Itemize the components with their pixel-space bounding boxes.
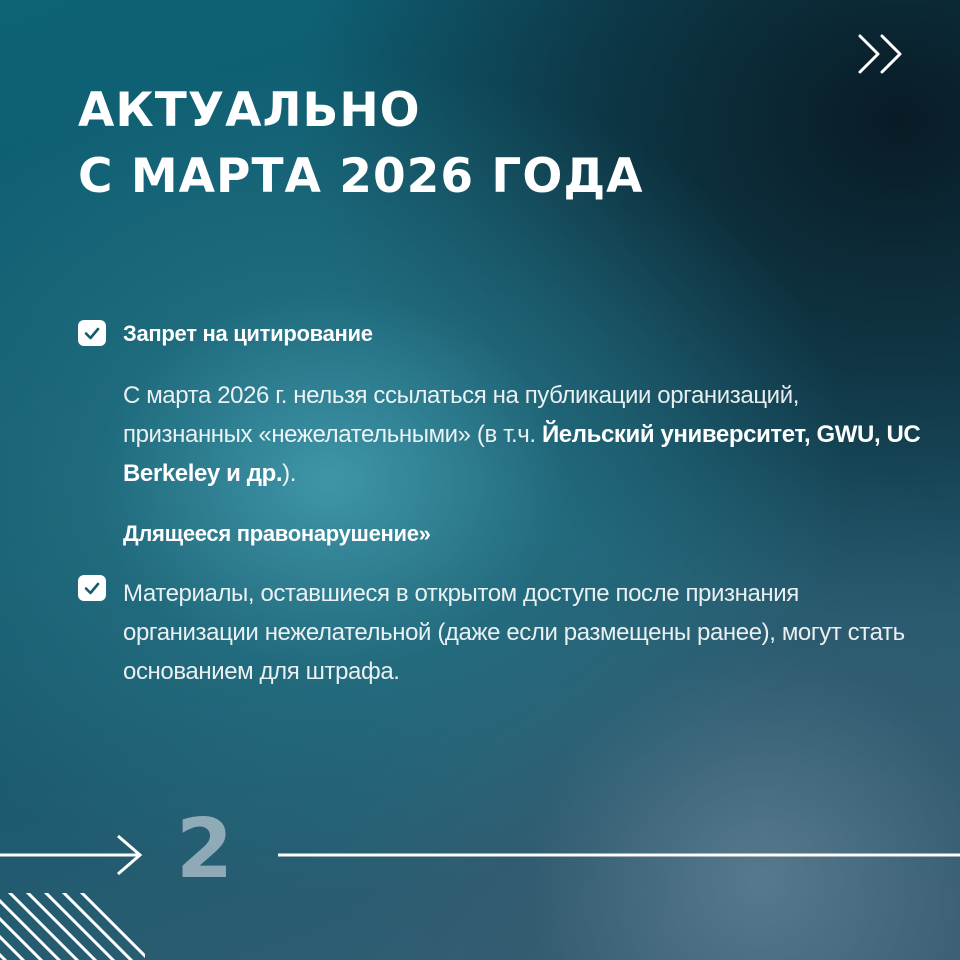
- section-1-text-part-2: ).: [282, 460, 297, 487]
- divider-line: [278, 853, 960, 857]
- diagonal-stripes-decoration: [0, 893, 145, 960]
- checkbox-checked-icon: [78, 575, 106, 601]
- section-1-text-part-1: С марта 2026 г. нельзя ссылаться на публикации организаций, признанных «нежелательными» (в т.ч.: [123, 382, 799, 448]
- title-line-1: АКТУАЛЬНО: [78, 83, 421, 138]
- title-line-2: С МАРТА 2026 ГОДА: [78, 149, 644, 204]
- section-1-heading: Запрет на цитирование: [123, 321, 373, 346]
- page-title: [78, 78, 644, 210]
- section-2-heading: Длящееся правонарушение»: [123, 521, 431, 546]
- arrow-right-icon: [0, 832, 145, 878]
- double-chevron-right-icon[interactable]: [856, 32, 908, 76]
- section-2-text: Материалы, оставшиеся в открытом доступе после признания организации нежелательной (даже если размещены ранее), могут стать основанием для штрафа.: [123, 580, 905, 685]
- checkbox-checked-icon: [78, 320, 106, 346]
- page-number: 2: [176, 802, 234, 897]
- section-1-text-bold: Йельский университет, GWU, UC Berkeley и др.: [123, 421, 921, 487]
- section-1-text: [123, 376, 923, 493]
